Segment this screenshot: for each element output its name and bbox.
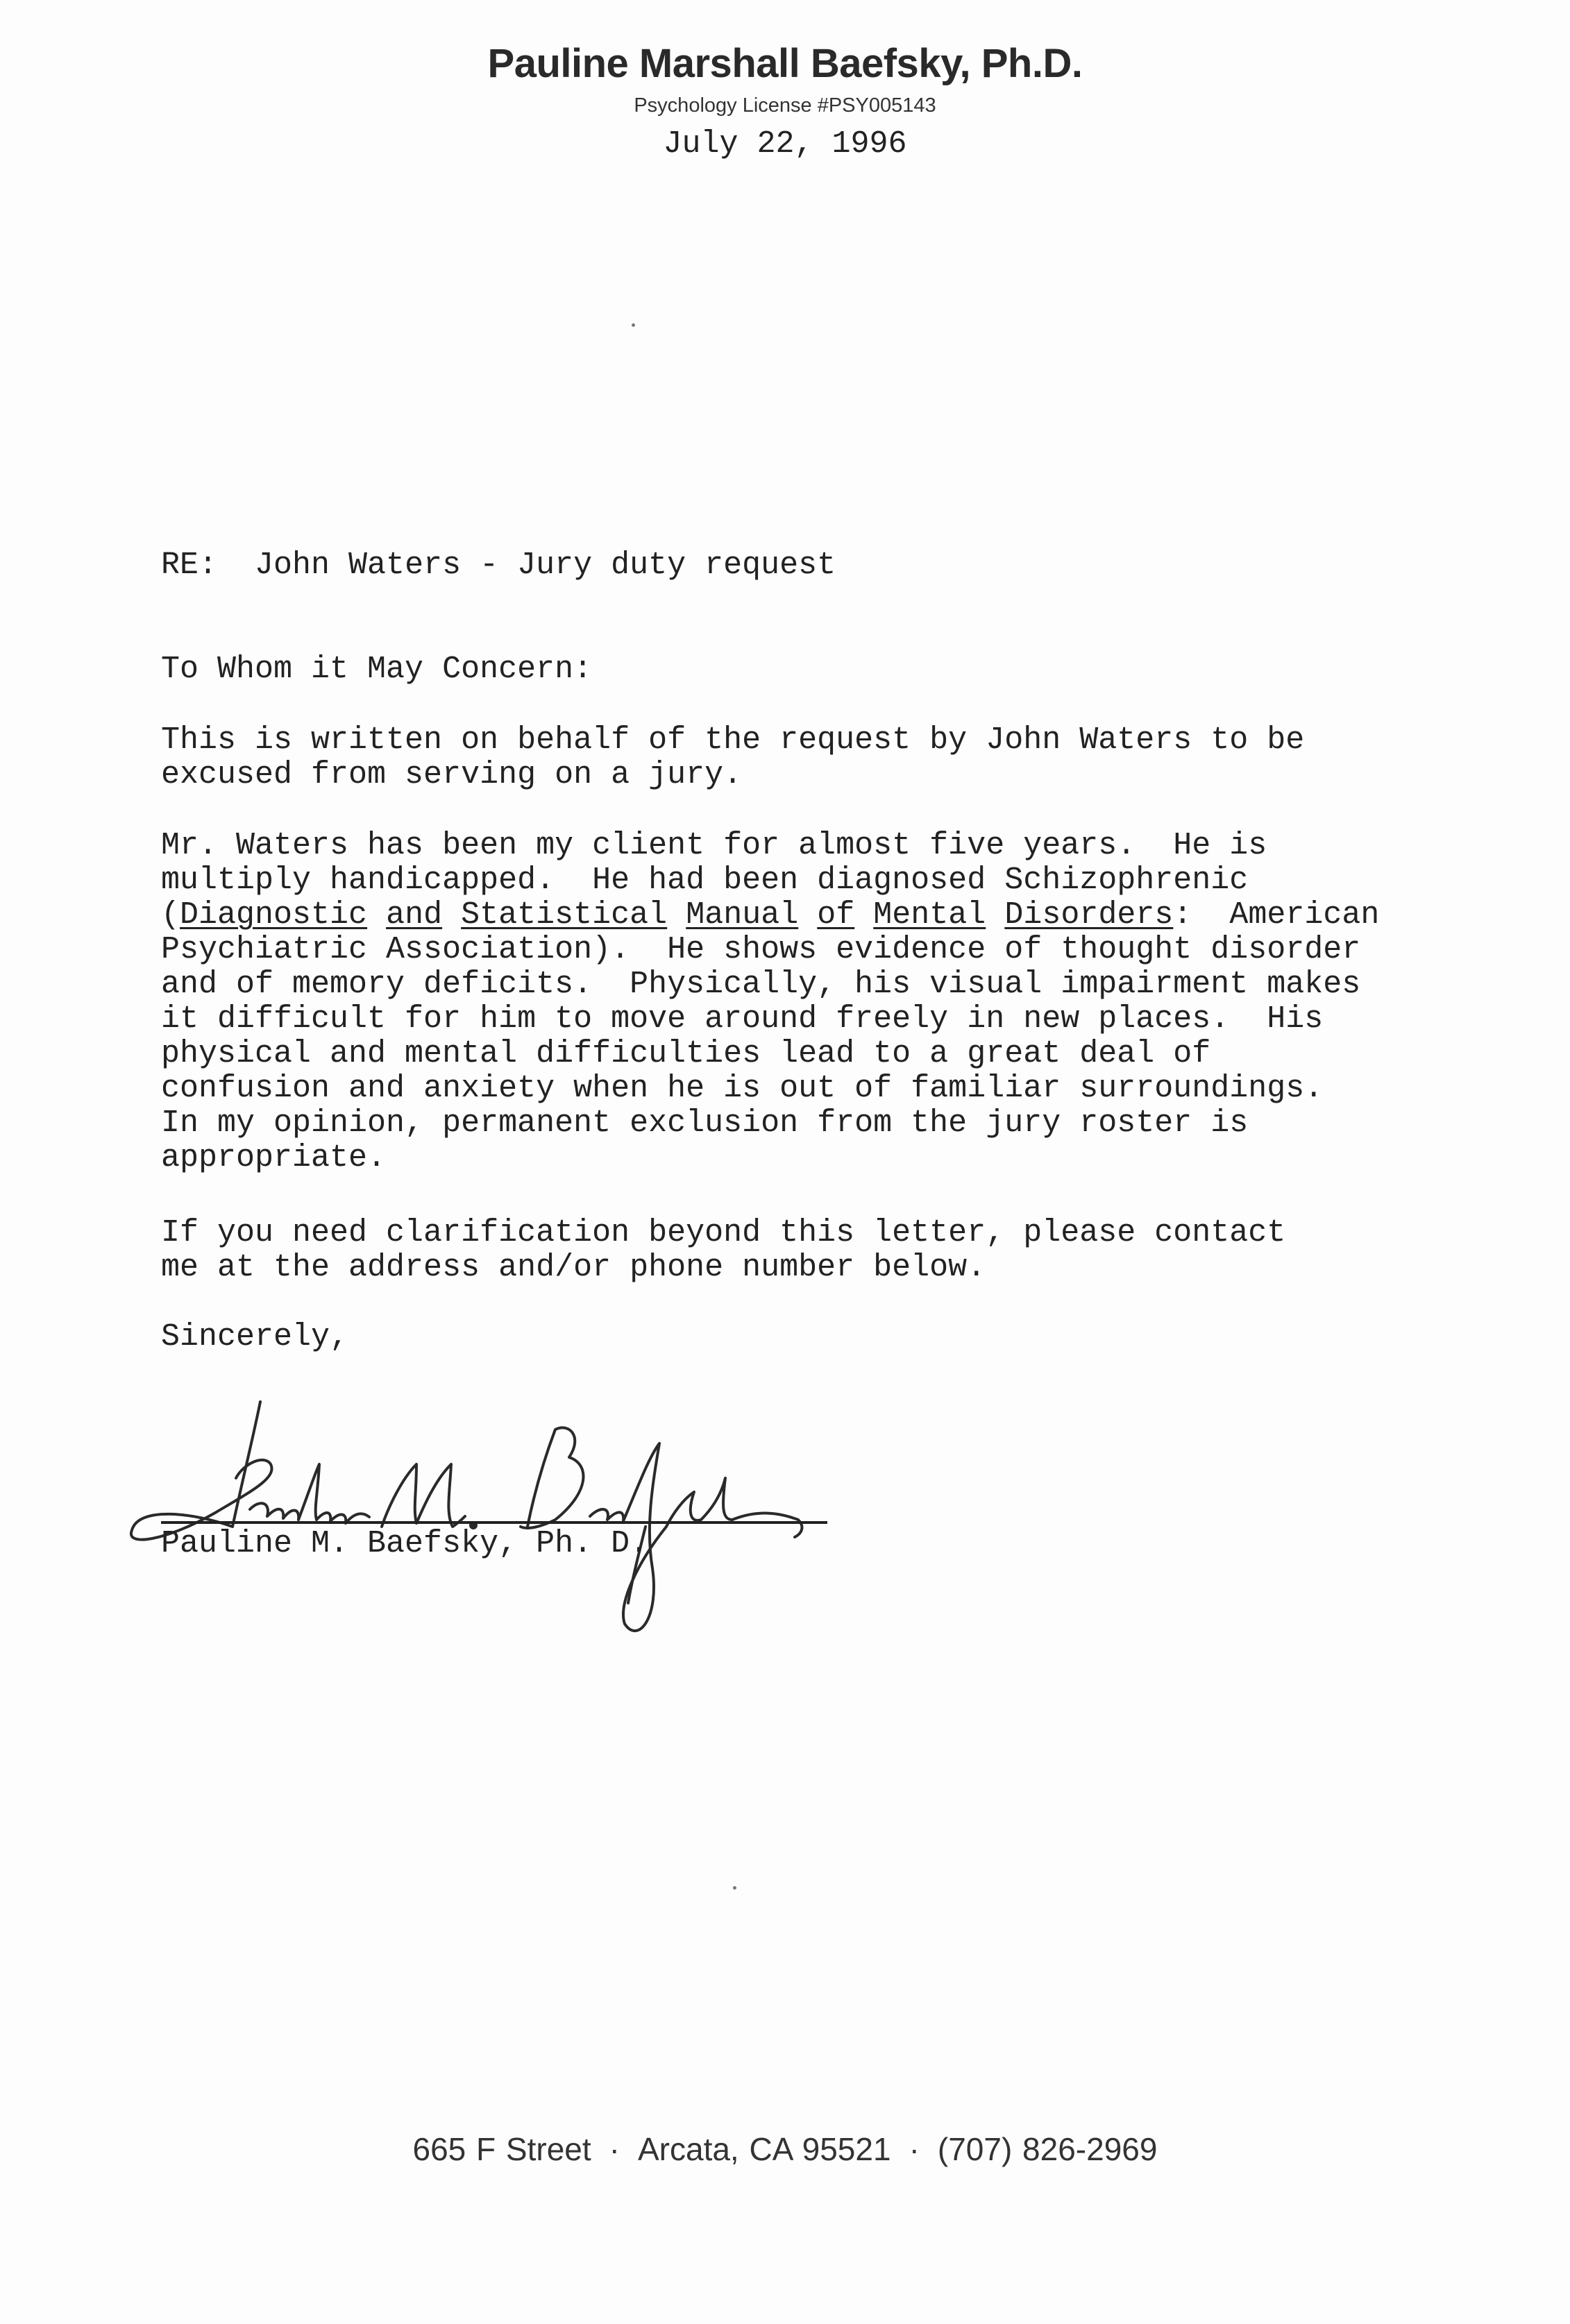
closing: Sincerely, (161, 1319, 349, 1355)
paragraph-line: multiply handicapped. He had been diagnosed Schizophrenic (161, 863, 1249, 898)
paragraph-line: appropriate. (161, 1140, 387, 1176)
footer-city: Arcata, CA 95521 (637, 2131, 891, 2167)
open-paren: ( (161, 897, 180, 933)
underlined-word: Manual (686, 897, 799, 933)
paragraph-line: confusion and anxiety when he is out of familiar surroundings. (161, 1071, 1324, 1106)
footer-phone: (707) 826-2969 (937, 2131, 1158, 2167)
underlined-word: Diagnostic (180, 897, 368, 933)
letter-date: July 22, 1996 (663, 126, 907, 162)
paragraph-line: In my opinion, permanent exclusion from the jury roster is (161, 1105, 1249, 1141)
paragraph-2 (161, 829, 1379, 1176)
paragraph-line: physical and mental difficulties lead to a great deal of (161, 1036, 1211, 1071)
underlined-word: Statistical (461, 897, 668, 933)
paragraph-3 (161, 1216, 1285, 1285)
paragraph-line: Mr. Waters has been my client for almost five years. He is (161, 828, 1267, 863)
paragraph-line: Psychiatric Association). He shows evidence of thought disorder (161, 932, 1361, 967)
paragraph-line: This is written on behalf of the request by John Waters to be (161, 722, 1305, 758)
paragraph-line: excused from serving on a jury. (161, 757, 743, 792)
letterhead-name: Pauline Marshall Baefsky, Ph.D. (487, 41, 1083, 86)
paragraph-line: If you need clarification beyond this letter, please contact (161, 1215, 1286, 1250)
letterhead-license: Psychology License #PSY005143 (634, 94, 936, 117)
paragraph-line: it difficult for him to move around freely in new places. His (161, 1001, 1324, 1037)
letterhead-footer (0, 2130, 1570, 2168)
footer-separator: · (909, 2131, 920, 2167)
paragraph-line: me at the address and/or phone number below. (161, 1250, 986, 1285)
salutation: To Whom it May Concern: (161, 652, 593, 687)
typed-signature-name: Pauline M. Baefsky, Ph. D. (161, 1526, 649, 1561)
re-subject: John Waters - Jury duty request (255, 548, 836, 583)
paragraph-line-manual-title (161, 898, 1379, 933)
signature-scribble (111, 1388, 805, 1652)
underlined-word: Disorders (1004, 897, 1174, 933)
line-tail: : American (1173, 897, 1380, 933)
underlined-word: Mental (873, 897, 986, 933)
paragraph-line: and of memory deficits. Physically, his visual impairment makes (161, 967, 1361, 1002)
footer-street: 665 F Street (412, 2131, 591, 2167)
paper-speck (733, 1886, 736, 1890)
underlined-word: of (817, 897, 855, 933)
footer-separator: · (609, 2131, 620, 2167)
re-label: RE: (161, 548, 218, 583)
signature-line (161, 1521, 827, 1524)
paragraph-1 (161, 723, 1304, 792)
paper-speck (632, 323, 635, 327)
re-line (161, 548, 836, 583)
underlined-word: and (386, 897, 443, 933)
